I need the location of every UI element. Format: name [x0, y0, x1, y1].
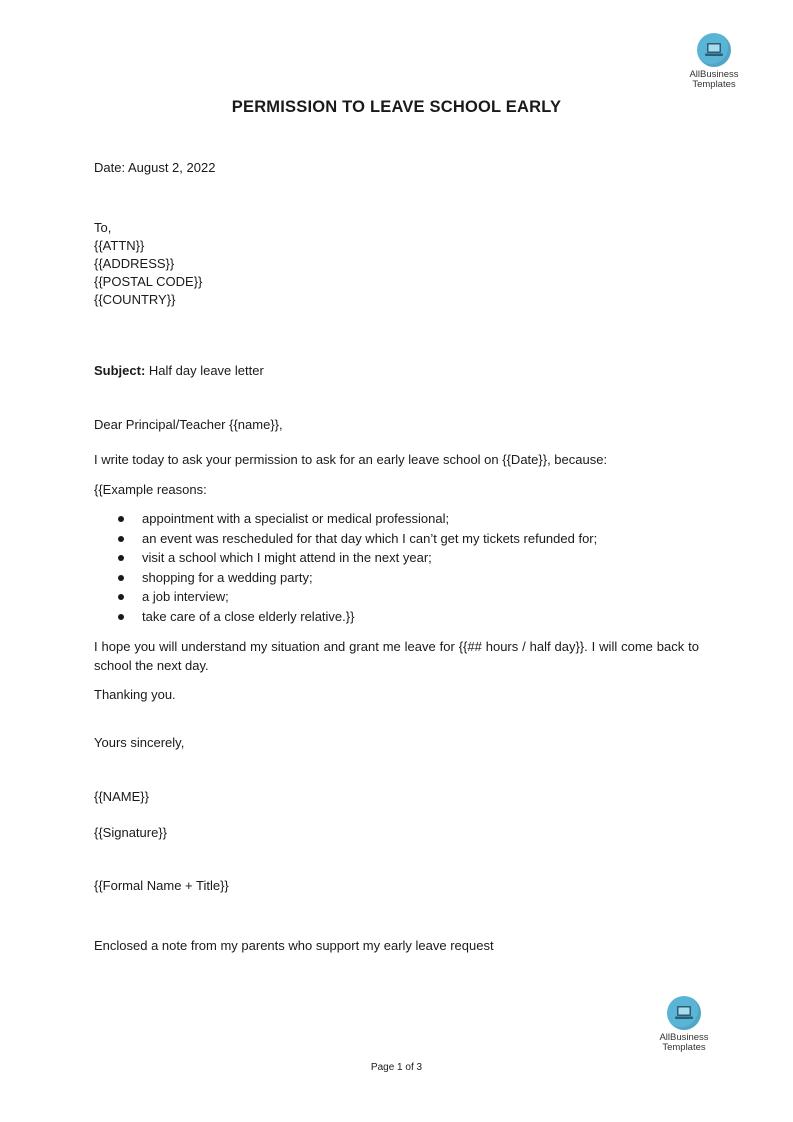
- bullet-icon: [118, 614, 124, 620]
- bullet-icon: [118, 575, 124, 581]
- sign-off: Yours sincerely,: [94, 735, 185, 750]
- recipient-postal-code: {{POSTAL CODE}}: [94, 274, 203, 289]
- brand-logo-top: [674, 33, 754, 90]
- bullet-icon: [118, 516, 124, 522]
- page-number: Page 1 of 3: [370, 1062, 423, 1073]
- laptop-icon: [697, 33, 731, 67]
- list-item: [94, 509, 597, 529]
- bullet-icon: [118, 536, 124, 542]
- recipient-to: To,: [94, 220, 112, 235]
- salutation: Dear Principal/Teacher {{name}},: [94, 417, 283, 432]
- formal-name-title: {{Formal Name + Title}}: [94, 878, 229, 893]
- brand-line-1: AllBusiness: [689, 69, 739, 80]
- bullet-icon: [118, 555, 124, 561]
- brand-name: [674, 70, 754, 90]
- recipient-address: {{ADDRESS}}: [94, 256, 175, 271]
- subject-text: Half day leave letter: [145, 363, 264, 378]
- reasons-list: [94, 509, 597, 626]
- list-item: [94, 529, 597, 549]
- reason-text: visit a school which I might attend in the next year;: [142, 550, 432, 565]
- brand-line-2: Templates: [692, 79, 736, 90]
- list-item: [94, 568, 597, 588]
- brand-logo-bottom: [644, 996, 724, 1053]
- subject-line: [94, 362, 264, 380]
- subject-label: Subject:: [94, 363, 146, 378]
- brand-name: [644, 1033, 724, 1053]
- signature-placeholder: {{Signature}}: [94, 825, 168, 840]
- reason-text: an event was rescheduled for that day which I can’t get my tickets refunded for;: [142, 530, 598, 546]
- reason-text: a job interview;: [142, 589, 229, 604]
- reason-text: shopping for a wedding party;: [142, 569, 313, 585]
- reason-text: appointment with a specialist or medical professional;: [142, 511, 450, 526]
- brand-line-1: AllBusiness: [659, 1032, 709, 1043]
- thanks-line: Thanking you.: [94, 687, 176, 702]
- reasons-heading: {{Example reasons:: [94, 482, 207, 497]
- brand-line-2: Templates: [662, 1042, 706, 1053]
- bullet-icon: [118, 594, 124, 600]
- enclosure-note: Enclosed a note from my parents who support my early leave request: [94, 938, 494, 953]
- reason-text: take care of a close elderly relative.}}: [142, 608, 355, 624]
- date-line: Date: August 2, 2022: [94, 160, 216, 175]
- laptop-icon: [667, 996, 701, 1030]
- list-item: [94, 587, 597, 607]
- intro-paragraph: I write today to ask your permission to ask for an early leave school on {{Date}}, because:: [94, 452, 608, 467]
- list-item: [94, 548, 597, 568]
- document-title: PERMISSION TO LEAVE SCHOOL EARLY: [231, 98, 562, 116]
- sender-name: {{NAME}}: [94, 789, 149, 804]
- closing-paragraph: I hope you will understand my situation and grant me leave for {{## hours / half day}}. I will come back to school the next day.: [94, 639, 699, 673]
- recipient-attn: {{ATTN}}: [94, 238, 145, 253]
- list-item: [94, 607, 597, 627]
- recipient-country: {{COUNTRY}}: [94, 292, 176, 307]
